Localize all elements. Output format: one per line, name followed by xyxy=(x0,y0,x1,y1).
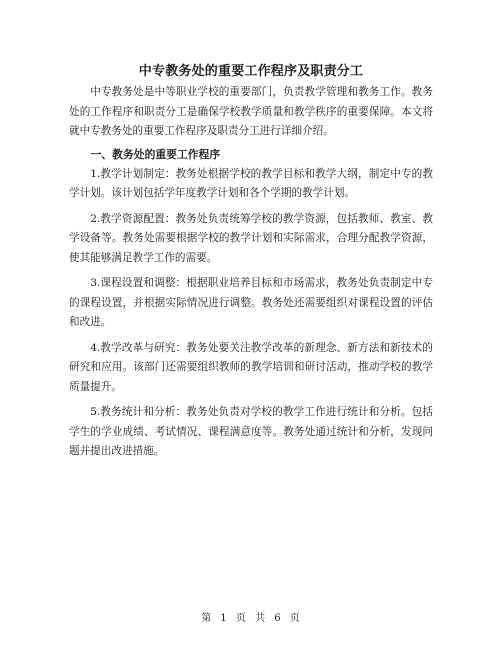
document-body xyxy=(69,83,433,462)
intro-paragraph: 中专教务处是中等职业学校的重要部门，负责教学管理和教务工作。教务处的工作程序和职责分工是确保学校教学质量和教学秩序的重要保障。本文将就中专教务处的重要工作程序及职责分工进行详细介绍。 xyxy=(69,86,433,137)
list-item: 3.课程设置和调整：根据职业培养目标和市场需求，教务处负责制定中专的课程设置，并根据实际情况进行调整。教务处还需要组织对课程设置的评估和改进。 xyxy=(69,277,433,328)
document-title: 中专教务处的重要工作程序及职责分工 xyxy=(138,64,364,79)
section-heading: 一、教务处的重要工作程序 xyxy=(90,147,221,161)
list-item: 5.教务统计和分析：教务处负责对学校的教学工作进行统计和分析。包括学生的学业成绩、考试情况、课程满意度等。教务处通过统计和分析，发现问题并提出改进措施。 xyxy=(69,406,433,457)
list-item: 1.教学计划制定：教务处根据学校的教学目标和教学大纲，制定中专的教学计划。该计划包括学年度教学计划和各个学期的教学计划。 xyxy=(69,167,433,199)
list-item: 2.教学资源配置：教务处负责统筹学校的教学资源，包括教师、教室、教学设备等。教务处需要根据学校的教学计划和实际需求，合理分配教学资源，使其能够满足教学工作的需要。 xyxy=(69,212,433,264)
page-number: 第 1 页 共 6 页 xyxy=(201,613,301,624)
list-item: 4.教学改革与研究：教务处要关注教学改革的新理念、新方法和新技术的研究和应用。该部门还需要组织教师的教学培训和研讨活动，推动学校的教学质量提升。 xyxy=(69,341,433,393)
